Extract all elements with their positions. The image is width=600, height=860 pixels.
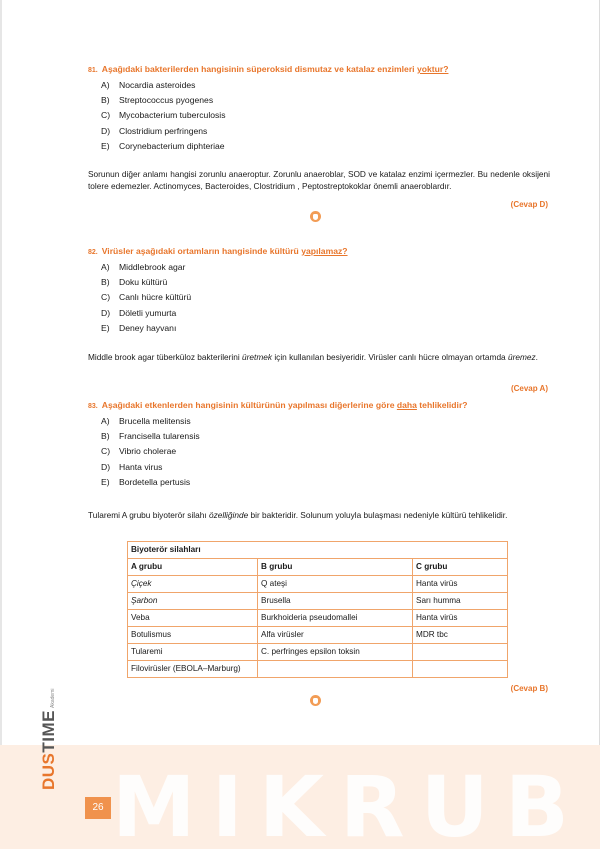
option-text: Bordetella pertusis: [119, 476, 191, 487]
option-letter: A): [101, 261, 110, 272]
table-cell: [258, 661, 413, 678]
question-82: [88, 246, 553, 338]
page-number: 26: [85, 797, 111, 819]
option-text: Hanta virus: [119, 461, 163, 472]
option-text: Mycobacterium tuberculosis: [119, 110, 226, 121]
table-cell: Brusella: [258, 593, 413, 610]
answer-81: (Cevap D): [510, 200, 548, 209]
table-cell: Burkhoideria pseudomallei: [258, 610, 413, 627]
explanation-italic: üretmek: [242, 352, 273, 362]
question-text: Aşağıdaki bakterilerden hangisinin süperoksid dismutaz ve katalaz enzimleri: [101, 64, 417, 74]
table-row: [128, 661, 508, 678]
option-b[interactable]: [88, 431, 553, 446]
explanation-text: bir bakteridir. Solunum yoluyla bulaşması nedeniyle kültürü tehlikelidir.: [248, 510, 508, 520]
option-a[interactable]: [88, 416, 553, 431]
option-text: Deney hayvanı: [119, 322, 177, 333]
option-letter: C): [101, 446, 111, 457]
option-letter: D): [101, 125, 111, 136]
page-left-edge: [0, 0, 2, 849]
table-cell: Sarı humma: [413, 593, 508, 610]
option-letter: B): [101, 431, 110, 442]
option-text: Doku kültürü: [119, 277, 168, 288]
option-text: Francisella tularensis: [119, 431, 200, 442]
question-81: [88, 64, 553, 156]
table-row: [128, 576, 508, 593]
question-text: tehlikelidir?: [416, 400, 468, 410]
option-b[interactable]: [88, 95, 553, 110]
table-cell: Şarbon: [128, 593, 258, 610]
table-cell: Botulismus: [128, 627, 258, 644]
option-e[interactable]: [88, 141, 553, 156]
option-e[interactable]: [88, 477, 553, 492]
column-header: C grubu: [413, 559, 508, 576]
question-emphasis: yapılamaz?: [301, 246, 348, 256]
table-cell: MDR tbc: [413, 627, 508, 644]
table-cell: C. perfringes epsilon toksin: [258, 644, 413, 661]
question-83: [88, 400, 553, 492]
option-letter: A): [101, 415, 110, 426]
answer-83: (Cevap B): [510, 684, 548, 693]
option-e[interactable]: [88, 323, 553, 338]
logo-subtitle: Akademi: [50, 688, 56, 708]
bioterror-table: [127, 541, 508, 678]
option-a[interactable]: [88, 80, 553, 95]
option-d[interactable]: [88, 308, 553, 323]
option-d[interactable]: [88, 462, 553, 477]
question-number: 81.: [88, 67, 98, 74]
tooth-icon: [310, 211, 321, 222]
answer-82: (Cevap A): [510, 384, 548, 393]
question-81-title: [88, 64, 553, 76]
option-letter: D): [101, 307, 111, 318]
option-letter: D): [101, 461, 111, 472]
table-cell: Filovirüsler (EBOLA–Marburg): [128, 661, 258, 678]
logo-text: TIME: [39, 709, 58, 753]
brand-logo: [38, 689, 59, 790]
table-cell: Hanta virüs: [413, 610, 508, 627]
option-letter: C): [101, 110, 111, 121]
option-text: Nocardia asteroides: [119, 79, 196, 90]
option-letter: E): [101, 476, 110, 487]
option-letter: A): [101, 79, 110, 90]
question-text: Aşağıdaki etkenlerden hangisinin kültürünün yapılması diğerlerine göre: [101, 400, 397, 410]
option-b[interactable]: [88, 277, 553, 292]
explanation-text: Middle brook agar tüberküloz bakterilerini: [88, 352, 243, 362]
explanation-italic: üremez: [507, 352, 536, 362]
explanation-text: için kullanılan besiyeridir. Virüsler canlı hücre olmayan ortamda: [272, 352, 508, 362]
table-header-row: [128, 559, 508, 576]
option-letter: E): [101, 322, 110, 333]
question-text: Virüsler aşağıdaki ortamların hangisinde kültürü: [101, 246, 302, 256]
column-header: B grubu: [258, 559, 413, 576]
logo-text: DUS: [39, 752, 58, 790]
question-83-title: [88, 400, 553, 412]
option-text: Canlı hücre kültürü: [119, 292, 192, 303]
option-text: Streptococcus pyogenes: [119, 95, 214, 106]
table-cell: Q ateşi: [258, 576, 413, 593]
table-cell: Alfa virüsler: [258, 627, 413, 644]
explanation-81: Sorunun diğer anlamı hangisi zorunlu anaeroptur. Zorunlu anaeroblar, SOD ve katalaz enzimi içermezler. Bu nedenle oksijeni tolere edemezler. Actinomyces, Bacteroides, Clostridium , Peptostreptokoklar önemli anaeroblardır.: [88, 169, 550, 192]
question-number: 83.: [88, 403, 98, 410]
explanation-82: [88, 351, 550, 363]
question-emphasis: yoktur?: [416, 64, 449, 74]
column-header: A grubu: [128, 559, 258, 576]
option-c[interactable]: [88, 110, 553, 125]
question-82-title: [88, 246, 553, 258]
option-text: Vibrio cholerae: [119, 446, 177, 457]
table-cell: Hanta virüs: [413, 576, 508, 593]
option-letter: B): [101, 95, 110, 106]
table-row: [128, 593, 508, 610]
option-text: Middlebrook agar: [119, 261, 186, 272]
explanation-83: [88, 509, 550, 521]
table-row: [128, 644, 508, 661]
table-title: Biyoterör silahları: [128, 542, 508, 559]
option-text: Döletli yumurta: [119, 307, 177, 318]
table-row: [128, 610, 508, 627]
explanation-italic: özelliğinde: [208, 510, 249, 520]
option-text: Brucella melitensis: [119, 415, 191, 426]
question-number: 82.: [88, 249, 98, 256]
option-text: Clostridium perfringens: [119, 125, 208, 136]
option-c[interactable]: [88, 446, 553, 461]
tooth-icon: [310, 695, 321, 706]
question-emphasis: daha: [396, 400, 417, 410]
option-letter: B): [101, 277, 110, 288]
option-letter: E): [101, 140, 110, 151]
option-d[interactable]: [88, 126, 553, 141]
table-cell: [413, 661, 508, 678]
table-title-row: [128, 542, 508, 559]
subject-watermark: MIKRUB: [112, 758, 585, 856]
table-cell: Tularemi: [128, 644, 258, 661]
table-cell: [413, 644, 508, 661]
table-cell: Veba: [128, 610, 258, 627]
option-a[interactable]: [88, 262, 553, 277]
table-row: [128, 627, 508, 644]
table-cell: Çiçek: [128, 576, 258, 593]
explanation-text: Tularemi A grubu biyoterör silahı: [88, 510, 209, 520]
option-text: Corynebacterium diphteriae: [119, 140, 225, 151]
explanation-text: .: [535, 352, 538, 362]
option-letter: C): [101, 292, 111, 303]
option-c[interactable]: [88, 292, 553, 307]
